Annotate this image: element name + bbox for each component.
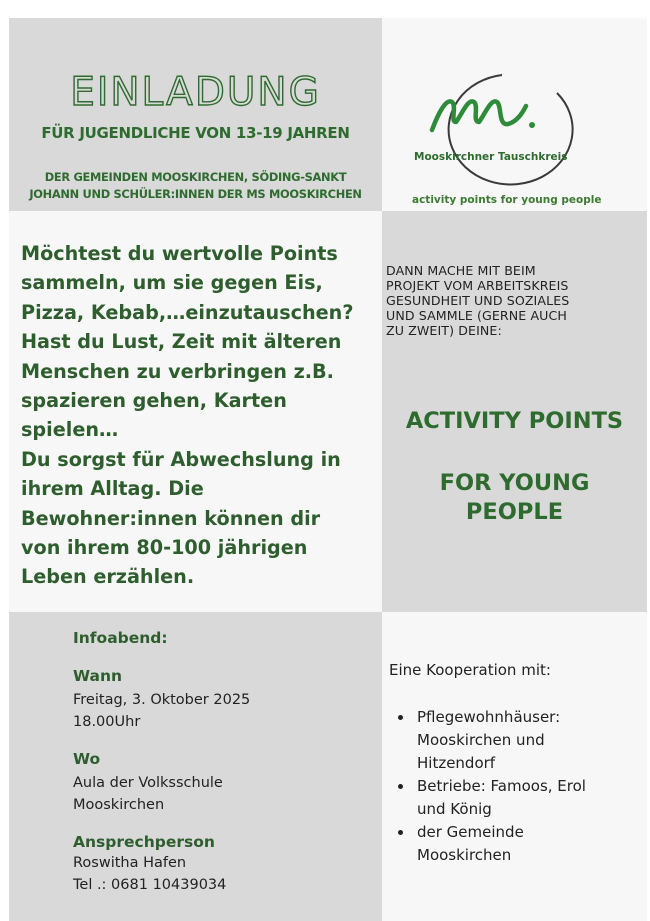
when-time: 18.00Uhr [73, 714, 141, 730]
text-line: Pizza, Kebab,…einzutauschen? [21, 300, 354, 324]
text-line: Hast du Lust, Zeit mit älteren [21, 330, 342, 354]
info-heading: Infoabend: [73, 629, 168, 647]
contact-name: Roswitha Hafen [73, 855, 187, 871]
list-item-line: der Gemeinde [417, 823, 524, 841]
intro-line: UND SAMMLE (GERNE AUCH [386, 308, 567, 323]
header-panel [9, 18, 382, 211]
intro-line: DANN MACHE MIT BEIM [386, 263, 536, 278]
text-line: von ihrem 80-100 jährigen [21, 536, 308, 560]
list-item [389, 821, 639, 867]
subtitle: FÜR JUGENDLICHE VON 13-19 JAHREN [41, 124, 350, 142]
text-line: Bewohner:innen können dir [21, 506, 321, 530]
text-line: sammeln, um sie gegen Eis, [21, 271, 323, 295]
text-line: spielen… [21, 418, 119, 442]
list-item-line: und König [417, 800, 492, 818]
cooperation-panel [382, 612, 647, 921]
young-people-heading [382, 469, 647, 527]
intro-line: ZU ZWEIT) DEINE: [386, 323, 502, 338]
invitation-text-panel [9, 211, 382, 612]
where-line-2: Mooskirchen [73, 797, 165, 813]
text-line: Möchtest du wertvolle Points [21, 242, 338, 265]
text-line: Leben erzählen. [21, 565, 195, 589]
when-date: Freitag, 3. Oktober 2025 [73, 692, 251, 708]
contact-phone: Tel .: 0681 10439034 [73, 877, 227, 893]
young-people-line-2: PEOPLE [465, 499, 564, 525]
list-item [389, 706, 639, 775]
tauschkreis-logo-icon [382, 18, 647, 211]
text-line: ihrem Alltag. Die [21, 477, 204, 501]
cooperation-heading: Eine Kooperation mit: [389, 661, 551, 679]
where-line-1: Aula der Volksschule [73, 775, 223, 791]
activity-points-heading: ACTIVITY POINTS [405, 408, 624, 434]
text-line: Du sorgst für Abwechslung in [21, 447, 341, 471]
municipalities-line-2: JOHANN UND SCHÜLER:INNEN DER MS MOOSKIRCHEN [29, 187, 362, 201]
cooperation-list [389, 706, 639, 867]
info-evening-panel [9, 612, 382, 921]
where-label: Wo [73, 750, 101, 768]
invitation-text [21, 239, 371, 592]
when-label: Wann [73, 667, 123, 685]
project-intro [386, 263, 636, 338]
intro-line: GESUNDHEIT UND SOZIALES [386, 293, 570, 308]
logo-tagline: activity points for young people [412, 194, 602, 206]
list-item-line: Mooskirchen [417, 846, 512, 864]
list-item-line: Betriebe: Famoos, Erol [417, 777, 586, 795]
project-panel [382, 211, 647, 612]
list-item-line: Hitzendorf [417, 754, 496, 772]
text-line: spazieren gehen, Karten [21, 389, 287, 413]
young-people-line-1: FOR YOUNG [439, 470, 590, 496]
logo-name: Mooskirchner Tauschkreis [414, 151, 568, 163]
list-item-line: Pflegewohnhäuser: [417, 708, 561, 726]
text-line: Menschen zu verbringen z.B. [21, 359, 334, 383]
intro-line: PROJEKT VOM ARBEITSKREIS [386, 278, 569, 293]
contact-label: Ansprechperson [73, 833, 215, 851]
municipalities-line-1: DER GEMEINDEN MOOSKIRCHEN, SÖDING-SANKT [44, 170, 347, 184]
logo-panel [382, 18, 647, 211]
list-item-line: Mooskirchen und [417, 731, 545, 749]
list-item [389, 775, 639, 821]
page-title: EINLADUNG [70, 70, 321, 115]
